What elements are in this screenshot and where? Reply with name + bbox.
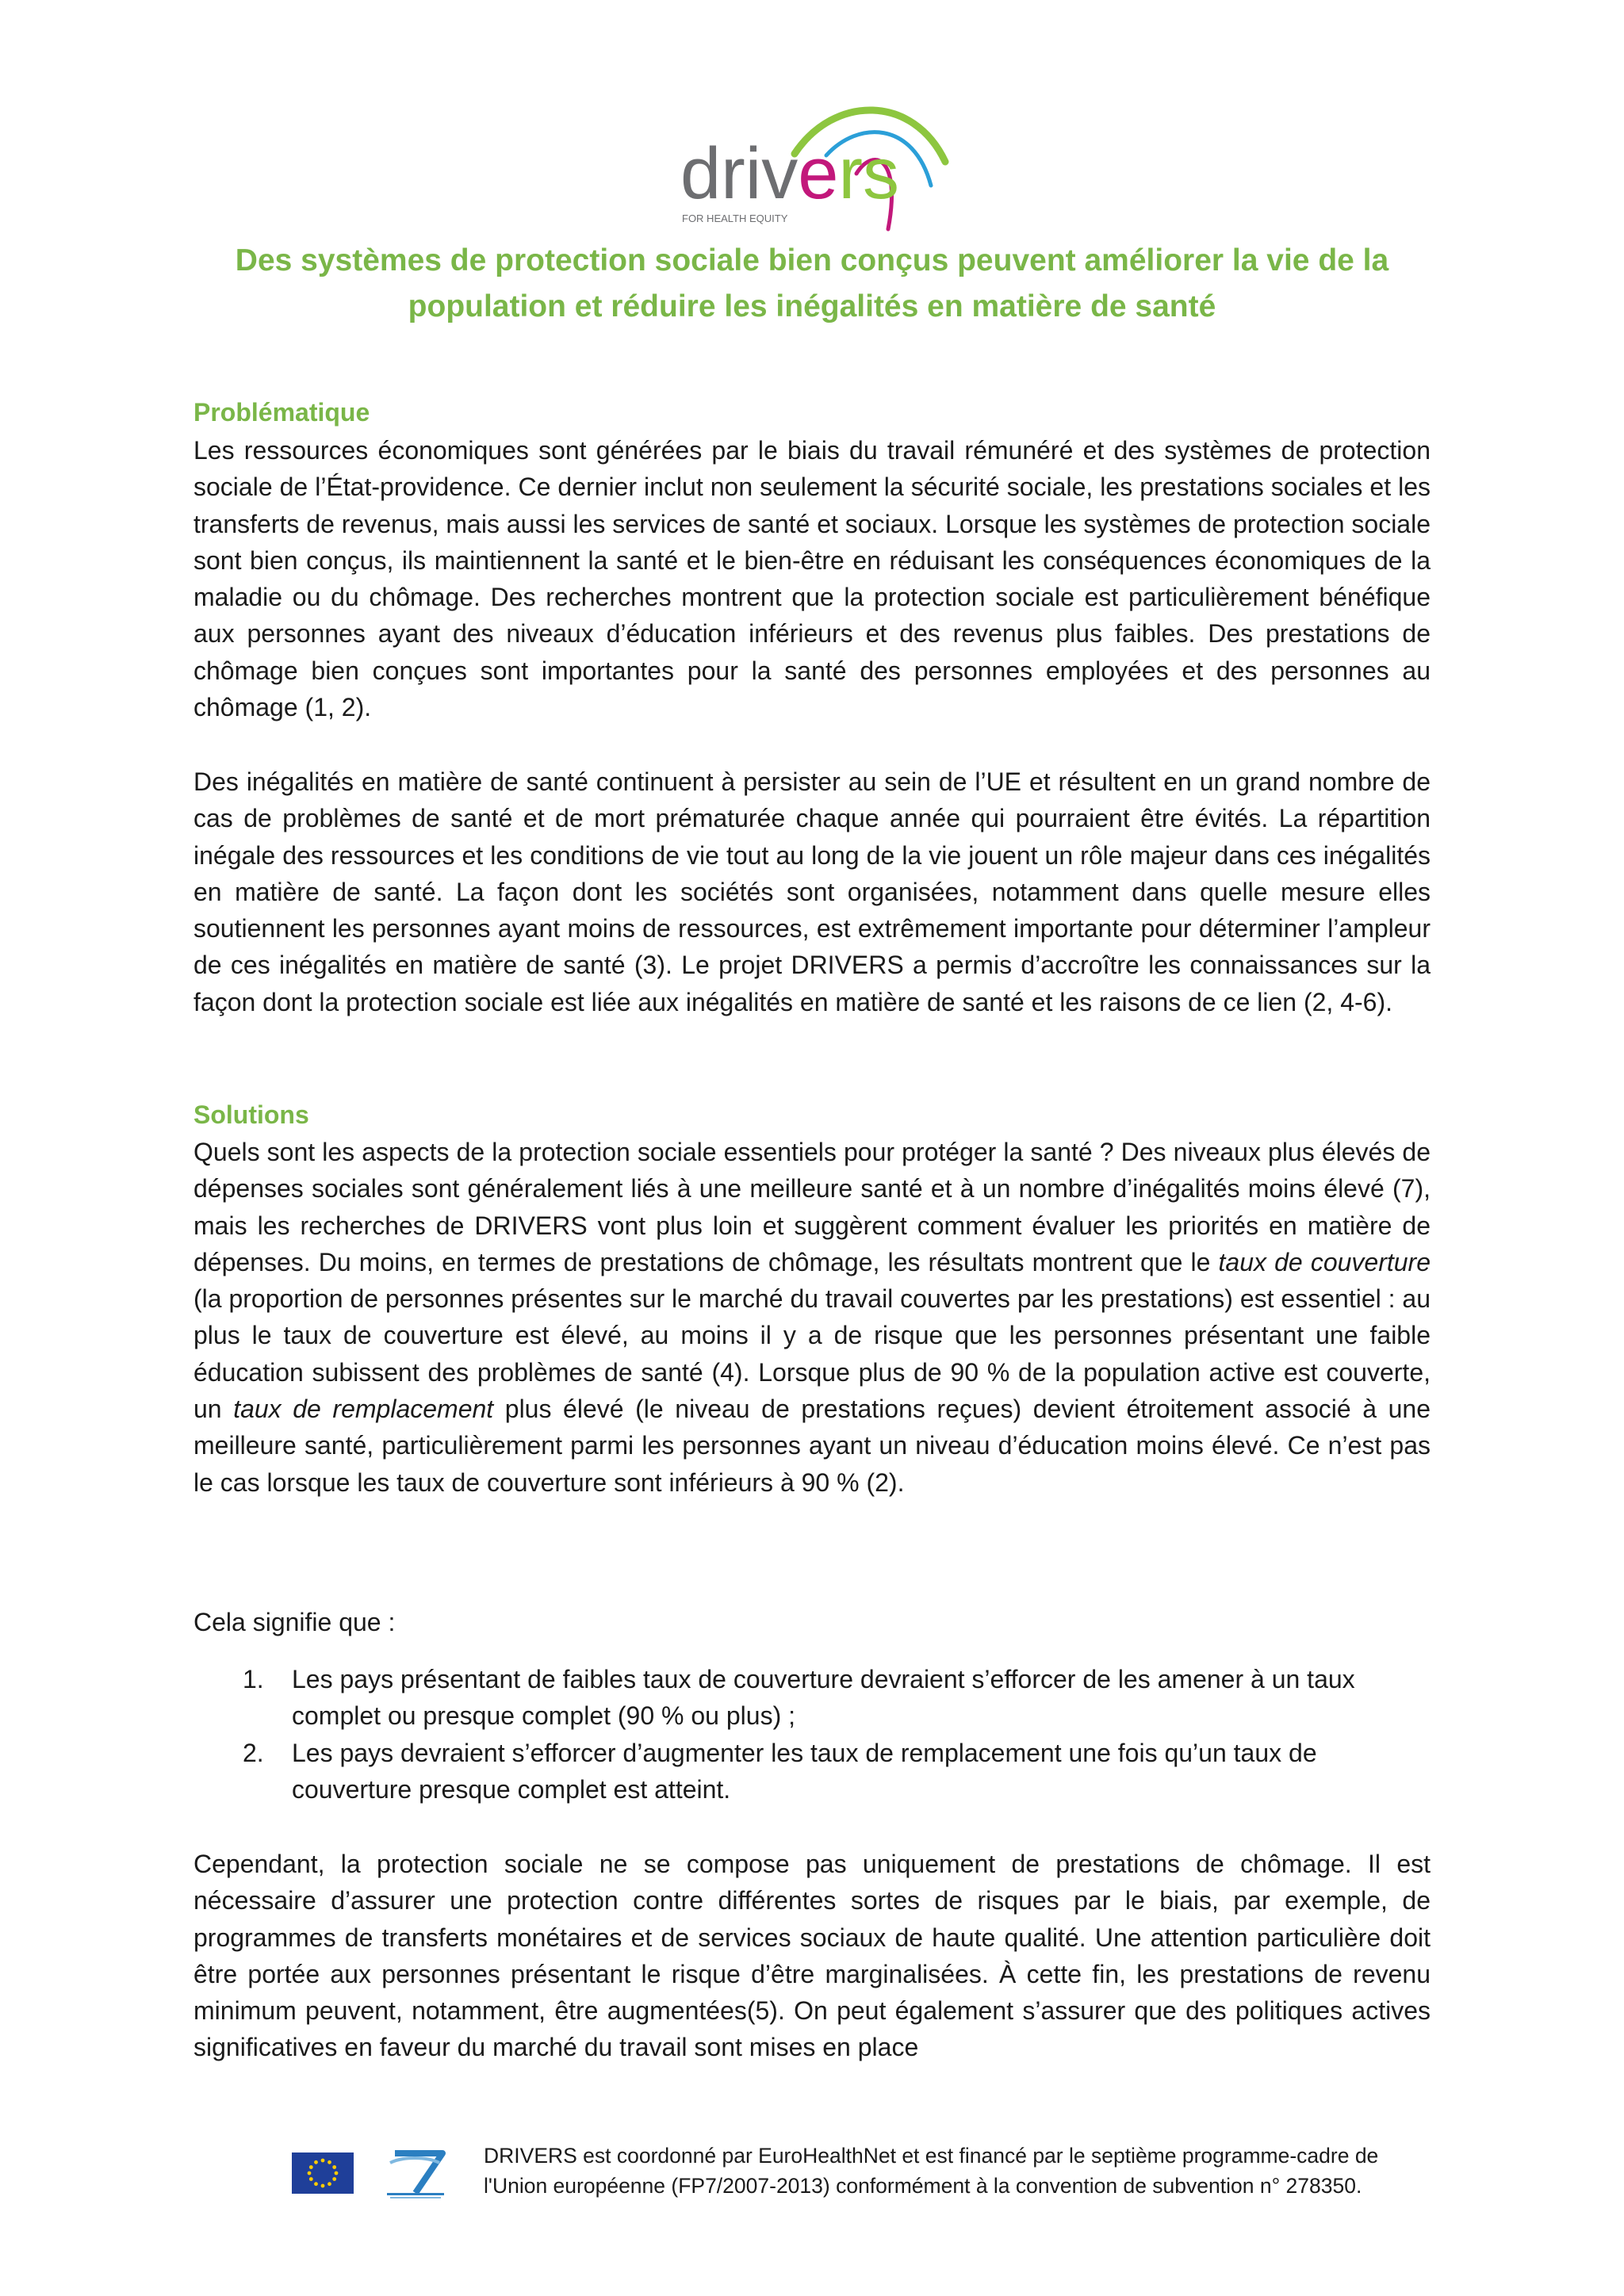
- eu-flag-icon: [292, 2152, 354, 2194]
- list-item: [193, 1735, 1431, 1808]
- list-item-number: 1.: [243, 1665, 264, 1693]
- logo-wordmark-e: e: [798, 133, 839, 214]
- list-item-number: 2.: [243, 1738, 264, 1767]
- logo-tagline: FOR HEALTH EQUITY: [682, 212, 788, 224]
- list-item-text: Les pays devraient s’efforcer d’augmenter les taux de remplacement une fois qu’un taux de couverture presque complet est atteint.: [292, 1738, 1317, 1804]
- footer-funding-text: DRIVERS est coordonné par EuroHealthNet et est financé par le septième programme-cadre de l'Union européenne (FP7/2007-2013) conformément à la convention de subvention n° 278350.: [484, 2144, 1379, 2198]
- list-intro: Cela signifie que :: [193, 1608, 396, 1636]
- section-heading-problematique: Problématique: [193, 398, 370, 427]
- svg-text:drivers: [680, 133, 899, 214]
- section-heading-solutions: Solutions: [193, 1100, 309, 1129]
- logo-wordmark-right: rs: [838, 133, 900, 214]
- fp7-logo-icon: [379, 2147, 452, 2201]
- list-item-text: Les pays présentant de faibles taux de couverture devraient s’efforcer de les amener à un taux complet ou presque complet (90 % ou plus) ;: [292, 1665, 1355, 1731]
- drivers-logo: [676, 98, 961, 233]
- paragraph-solutions-2: Cependant, la protection sociale ne se compose pas uniquement de prestations de chômage. Il est nécessaire d’assurer une protection contre différentes sortes de risques par le biais, par exemple, de programmes de transferts monétaires et de services sociaux de haute qualité. Une attention particulière doit être portée aux personnes présentant le risque d’être marginalisées. À cette fin, les prestations de revenu minimum peuvent, notamment, être augmentées(5). On peut également s’assurer que des politiques actives significatives en faveur du marché du travail sont mises en place: [193, 1850, 1431, 2062]
- recommendations-list: [193, 1661, 1431, 1808]
- paragraph-problematique-2: Des inégalités en matière de santé continuent à persister au sein de l’UE et résultent en un grand nombre de cas de problèmes de santé et de mort prématurée chaque année qui pourraient être évités. La répartition inégale des ressources et les conditions de vie tout au long de la vie jouent un rôle majeur dans ces inégalités en matière de santé. La façon dont les sociétés sont organisées, notamment dans quelle mesure elles soutiennent les personnes ayant moins de ressources, est extrêmement importante pour déterminer l’ampleur de ces inégalités en matière de santé (3). Le projet DRIVERS a permis d’accroître les connaissances sur la façon dont la protection sociale est liée aux inégalités en matière de santé et les raisons de ce lien (2, 4-6).: [193, 767, 1431, 1016]
- drivers-logo-icon: [676, 98, 961, 233]
- emphasis-taux-de-couverture: taux de couverture: [1218, 1247, 1431, 1276]
- list-item: [193, 1661, 1431, 1735]
- page-title: Des systèmes de protection sociale bien conçus peuvent améliorer la vie de la population et réduire les inégalités en matière de santé: [235, 243, 1389, 323]
- paragraph-problematique-1: Les ressources économiques sont générées par le biais du travail rémunéré et des systèmes de protection sociale de l’État-providence. Ce dernier inclut non seulement la sécurité sociale, les prestations sociales et les transferts de revenus, mais aussi les services de santé et sociaux. Lorsque les systèmes de protection sociale sont bien conçus, ils maintiennent la santé et le bien-être en réduisant les conséquences économiques de la maladie ou du chômage. Des recherches montrent que la protection sociale est particulièrement bénéfique aux personnes ayant des niveaux d’éducation inférieurs et des revenus plus faibles. Des prestations de chômage bien conçues sont importantes pour la santé des personnes employées et des personnes au chômage (1, 2).: [193, 436, 1431, 722]
- paragraph-solutions-1: Quels sont les aspects de la protection sociale essentiels pour protéger la santé ? Des niveaux plus élevés de dépenses sociales sont généralement liés à une meilleure santé et à un nombre d’inégalités moins élevé (7), mais les recherches de DRIVERS vont plus loin et suggèrent comment évaluer les priorités en matière de dépenses. Du moins, en termes de prestations de chômage, les résultats montrent que le taux de couverture (la proportion de personnes présentes sur le marché du travail couvertes par les prestations) est essentiel : au plus le taux de couverture est élevé, au moins il y a de risque que les personnes présentant une faible éducation subissent des problèmes de santé (4). Lorsque plus de 90 % de la population active est couverte, un taux de remplacement plus élevé (le niveau de prestations reçues) devient étroitement associé à une meilleure santé, particulièrement parmi les personnes ayant un niveau d’éducation moins élevé. Ce n’est pas le cas lorsque les taux de couverture sont inférieurs à 90 % (2).: [193, 1138, 1431, 1497]
- logo-wordmark-left: driv: [680, 133, 799, 214]
- emphasis-taux-de-remplacement: taux de remplacement: [233, 1395, 494, 1424]
